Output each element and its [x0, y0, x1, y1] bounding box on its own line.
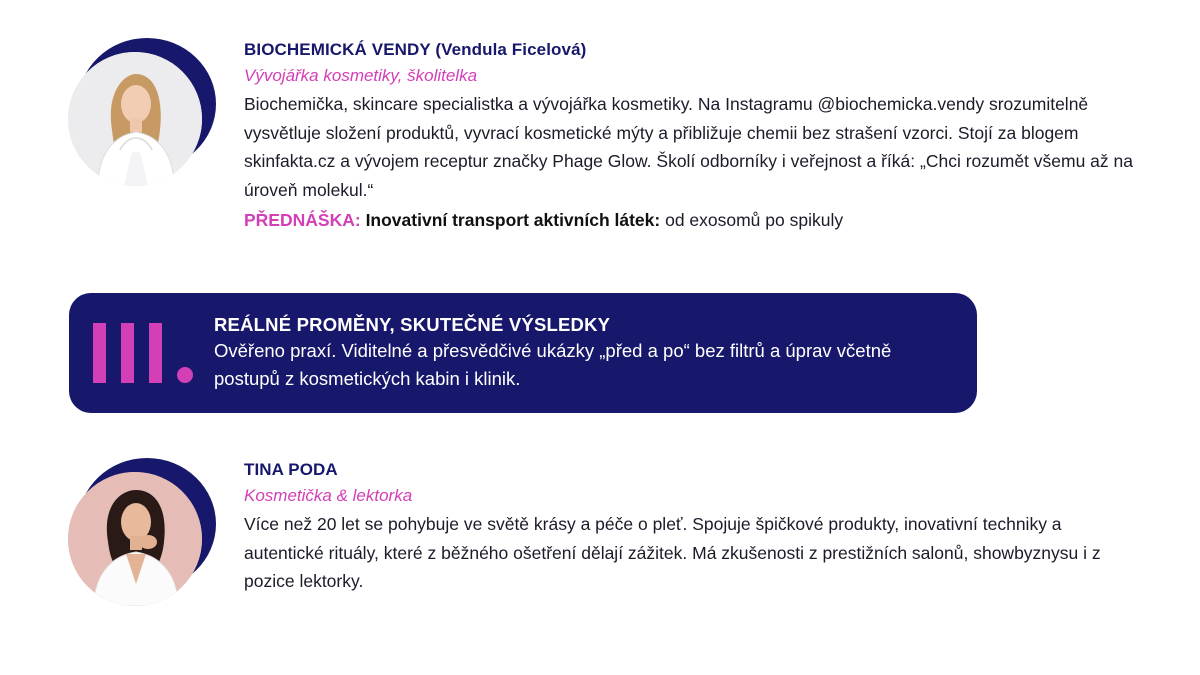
speaker-bio: Biochemička, skincare specialistka a vývojářka kosmetiky. Na Instagramu @biochemicka.vendy srozumitelně vysvětluje složení produktů, vyvrací kosmetické mýty a přibližuje chemii bez strašení vzorci. Stojí za blogem skinfakta.cz a vývojem receptur značky Phage Glow. Školí odborníky i veřejnost a říká: „Chci rozumět všemu až na úroveň molekul.“ — [244, 94, 1133, 200]
banner-title: REÁLNÉ PROMĚNY, SKUTEČNÉ VÝSLEDKY — [214, 314, 611, 335]
highlight-banner — [69, 293, 977, 413]
speaker-info — [244, 458, 1144, 596]
speaker-role: Vývojářka kosmetiky, školitelka — [244, 66, 478, 85]
avatar — [68, 38, 218, 188]
lecture-subtitle: od exosomů po spikuly — [660, 210, 844, 230]
roman-numeral-three-icon — [93, 323, 203, 383]
lecture-line — [244, 206, 1144, 234]
speaker-bio: Více než 20 let se pohybuje ve světě krásy a péče o pleť. Spojuje špičkové produkty, inovativní techniky a autentické rituály, které z běžného ošetření dělají zážitek. Má zkušenosti z prestižních salonů, showbyznysu i z pozice lektorky. — [244, 514, 1101, 591]
avatar — [68, 458, 218, 608]
speaker-info — [244, 38, 1144, 234]
lecture-label: PŘEDNÁŠKA: — [244, 210, 361, 230]
banner-text — [214, 313, 934, 393]
speaker-photo — [68, 52, 202, 186]
lecture-title: Inovativní transport aktivních látek: — [365, 210, 661, 230]
speaker-role: Kosmetička & lektorka — [244, 486, 413, 505]
speaker-name: TINA PODA — [244, 460, 338, 479]
banner-description: Ověřeno praxí. Viditelné a přesvědčivé ukázky „před a po“ bez filtrů a úprav včetně postupů z kosmetických kabin i klinik. — [214, 340, 892, 389]
speaker-name: BIOCHEMICKÁ VENDY (Vendula Ficelová) — [244, 40, 587, 59]
speaker-photo — [68, 472, 202, 606]
